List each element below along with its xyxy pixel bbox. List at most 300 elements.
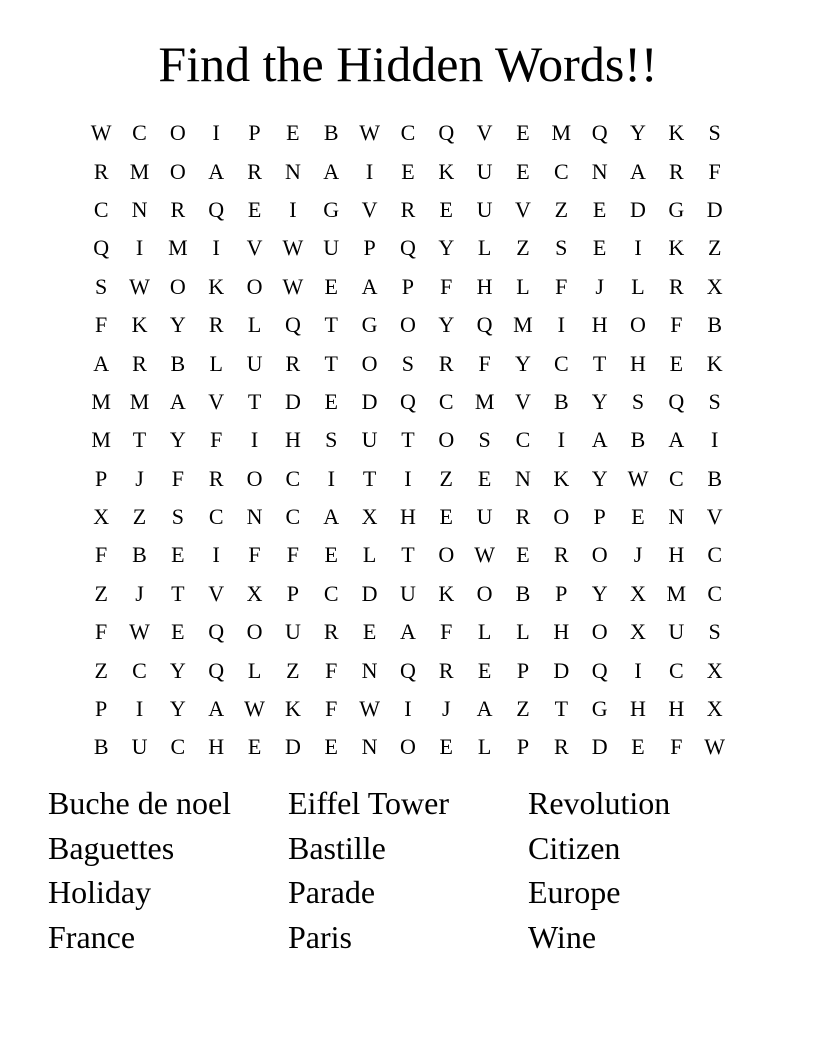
grid-letter: H [668, 696, 685, 722]
grid-letter: C [170, 734, 186, 760]
grid-letter: U [246, 350, 263, 376]
word-list-item: Parade [288, 874, 376, 911]
grid-letter: E [439, 734, 453, 760]
grid-letter: I [404, 465, 412, 491]
grid-letter: W [359, 696, 380, 722]
grid-letter: C [707, 542, 723, 568]
grid-letter: T [362, 465, 377, 491]
grid-letter: O [246, 619, 263, 645]
word-list [48, 781, 768, 960]
grid-letter: F [286, 542, 300, 568]
grid-letter: D [361, 580, 378, 606]
grid-letter: X [630, 619, 646, 645]
grid-letter: S [708, 388, 721, 414]
grid-letter: U [476, 158, 493, 184]
grid-letter: A [591, 427, 608, 453]
grid-letter: O [591, 542, 608, 568]
grid-letter: E [669, 350, 684, 376]
grid-letter: O [169, 273, 186, 299]
word-list-item: Holiday [48, 874, 152, 911]
grid-letter: A [476, 696, 493, 722]
grid-letter: F [478, 350, 491, 376]
grid-letter: Q [668, 388, 685, 414]
grid-letter: D [284, 734, 301, 760]
grid-letter: A [399, 619, 416, 645]
grid-letter: O [438, 542, 455, 568]
grid-letter: K [668, 120, 685, 146]
grid-letter: R [208, 312, 224, 338]
word-list-item: Revolution [528, 785, 671, 821]
grid-letter: X [361, 504, 378, 530]
grid-letter: R [170, 196, 186, 222]
grid-letter: T [401, 542, 415, 568]
grid-letter: I [135, 696, 144, 722]
grid-letter: P [593, 504, 606, 530]
grid-letter: M [129, 388, 150, 414]
grid-letter: T [171, 580, 185, 606]
grid-letter: H [208, 734, 225, 760]
grid-letter: E [247, 196, 262, 222]
grid-letter: O [630, 312, 646, 338]
grid-letter: J [595, 273, 604, 299]
grid-letter: I [557, 427, 565, 453]
grid-letter: I [404, 696, 412, 722]
grid-letter: S [708, 619, 721, 645]
grid-letter: Q [399, 657, 416, 683]
grid-letter: G [668, 196, 685, 222]
grid-letter: Y [169, 427, 186, 453]
grid-letter: U [284, 619, 301, 645]
grid-letter: W [359, 120, 380, 146]
grid-letter: J [135, 465, 144, 491]
grid-letter: M [91, 427, 111, 453]
grid-letter: U [399, 580, 416, 606]
grid-letter: N [361, 657, 378, 683]
grid-letter: I [212, 120, 220, 146]
grid-letter: K [553, 465, 570, 491]
grid-letter: H [630, 350, 646, 376]
grid-letter: N [246, 504, 263, 530]
grid-letter: Z [286, 657, 300, 683]
grid-letter: S [478, 427, 491, 453]
grid-letter: B [553, 388, 569, 414]
grid-letter: Q [208, 196, 225, 222]
grid-letter: E [439, 196, 453, 222]
grid-letter: Z [707, 235, 722, 261]
grid-letter: N [361, 734, 378, 760]
word-list-item: Wine [528, 919, 597, 956]
grid-letter: T [132, 427, 147, 453]
grid-letter: D [553, 657, 570, 683]
grid-letter: Q [399, 388, 416, 414]
grid-letter: F [95, 312, 108, 338]
grid-letter: O [246, 465, 263, 491]
grid-letter: D [706, 196, 723, 222]
grid-letter: M [666, 580, 687, 606]
grid-letter: C [400, 120, 416, 146]
grid-letter: E [439, 504, 453, 530]
grid-letter: N [515, 465, 531, 491]
grid-letter: O [476, 580, 493, 606]
grid-letter: T [324, 312, 338, 338]
grid-letter: Z [94, 580, 108, 606]
grid-letter: K [438, 580, 455, 606]
grid-letter: W [282, 273, 304, 299]
grid-letter: V [208, 580, 225, 606]
grid-letter: X [706, 273, 723, 299]
grid-letter: F [670, 734, 683, 760]
grid-letter: M [551, 120, 572, 146]
grid-letter: U [476, 504, 493, 530]
grid-letter: V [246, 235, 263, 261]
grid-letter: R [438, 350, 454, 376]
grid-letter: I [212, 235, 220, 261]
grid-letter: N [131, 196, 148, 222]
grid-letter: C [438, 388, 454, 414]
grid-letter: R [668, 273, 684, 299]
grid-letter: A [630, 158, 646, 184]
grid-letter: Y [438, 235, 455, 261]
grid-letter: E [592, 235, 607, 261]
grid-letter: E [477, 657, 492, 683]
grid-letter: J [441, 696, 451, 722]
grid-letter: L [516, 619, 530, 645]
grid-letter: L [362, 542, 377, 568]
grid-letter: V [361, 196, 378, 222]
grid-letter: F [248, 542, 261, 568]
grid-letter: V [208, 388, 225, 414]
grid-letter: E [516, 542, 530, 568]
grid-letter: V [515, 388, 531, 414]
grid-letter: C [668, 465, 684, 491]
grid-letter: C [553, 350, 569, 376]
grid-letter: N [591, 158, 608, 184]
grid-letter: H [284, 427, 301, 453]
grid-letter: R [132, 350, 147, 376]
grid-letter: R [668, 158, 684, 184]
grid-letter: B [132, 542, 147, 568]
grid-letter: C [285, 465, 301, 491]
grid-letter: C [132, 657, 147, 683]
grid-letter: F [440, 619, 453, 645]
grid-letter: L [631, 273, 645, 299]
grid-letter: C [208, 504, 224, 530]
grid-letter: F [440, 273, 453, 299]
grid-letter: I [135, 235, 144, 261]
grid-letter: P [248, 120, 261, 146]
grid-letter: A [93, 350, 110, 376]
grid-letter: H [476, 273, 493, 299]
grid-letter: M [91, 388, 111, 414]
grid-letter: W [129, 273, 150, 299]
grid-letter: A [208, 158, 225, 184]
grid-letter: M [474, 388, 495, 414]
grid-letter: F [95, 542, 108, 568]
word-list-item: Eiffel Tower [288, 785, 449, 821]
grid-letter: X [93, 504, 110, 530]
grid-letter: A [323, 158, 340, 184]
grid-letter: Q [591, 120, 608, 146]
grid-letter: P [95, 696, 108, 722]
grid-letter: Y [630, 120, 646, 146]
grid-letter: U [361, 427, 378, 453]
grid-letter: E [516, 120, 530, 146]
grid-letter: K [284, 696, 301, 722]
grid-letter: C [323, 580, 339, 606]
grid-letter: M [168, 235, 188, 261]
word-list-item: Bastille [288, 829, 386, 866]
grid-letter: S [401, 350, 415, 376]
grid-letter: L [477, 734, 492, 760]
grid-letter: U [323, 235, 340, 261]
grid-letter: W [90, 120, 112, 146]
grid-letter: S [325, 427, 338, 453]
grid-letter: Q [476, 312, 493, 338]
grid-letter: J [633, 542, 643, 568]
grid-letter: E [362, 619, 377, 645]
grid-letter: D [591, 734, 608, 760]
grid-letter: Q [208, 657, 225, 683]
grid-letter: G [361, 312, 378, 338]
grid-letter: T [247, 388, 262, 414]
grid-letter: X [706, 696, 723, 722]
grid-letter: S [555, 235, 568, 261]
grid-letter: U [131, 734, 148, 760]
grid-letter: T [554, 696, 569, 722]
grid-letter: H [630, 696, 646, 722]
grid-letter: E [247, 734, 262, 760]
word-list-item: Paris [288, 919, 352, 956]
grid-letter: F [708, 158, 721, 184]
grid-letter: O [169, 158, 186, 184]
grid-letter: Q [591, 657, 608, 683]
grid-letter: P [286, 580, 300, 606]
grid-letter: C [132, 120, 147, 146]
grid-letter: O [553, 504, 570, 530]
grid-letter: D [630, 196, 646, 222]
grid-letter: F [95, 619, 108, 645]
word-list-item: Europe [528, 874, 621, 911]
grid-letter: Y [515, 350, 531, 376]
grid-letter: P [95, 465, 108, 491]
grid-letter: F [555, 273, 568, 299]
grid-letter: P [401, 273, 415, 299]
grid-letter: M [513, 312, 533, 338]
grid-letter: B [707, 465, 723, 491]
grid-letter: I [250, 427, 259, 453]
grid-letter: C [515, 427, 531, 453]
grid-letter: R [208, 465, 224, 491]
grid-letter: G [591, 696, 608, 722]
grid-letter: Y [169, 657, 186, 683]
grid-letter: O [361, 350, 378, 376]
grid-letter: O [399, 312, 416, 338]
grid-letter: K [706, 350, 723, 376]
grid-letter: N [668, 504, 685, 530]
grid-letter: K [668, 235, 685, 261]
grid-letter: E [401, 158, 415, 184]
grid-letter: W [474, 542, 495, 568]
grid-letter: F [325, 657, 338, 683]
grid-letter: R [438, 657, 454, 683]
grid-letter: I [634, 657, 642, 683]
grid-letter: I [634, 235, 642, 261]
grid-letter: Q [438, 120, 455, 146]
grid-letter: T [401, 427, 415, 453]
grid-letter: Y [169, 312, 186, 338]
grid-letter: U [668, 619, 685, 645]
grid-letter: T [592, 350, 607, 376]
grid-letter: R [515, 504, 531, 530]
grid-letter: D [361, 388, 378, 414]
grid-letter: I [365, 158, 374, 184]
grid-letter: B [93, 734, 109, 760]
grid-letter: L [247, 657, 262, 683]
grid-letter: Y [591, 388, 608, 414]
grid-letter: Q [208, 619, 225, 645]
grid-letter: J [135, 580, 144, 606]
grid-letter: O [246, 273, 263, 299]
grid-letter: B [630, 427, 646, 453]
grid-letter: H [591, 312, 608, 338]
grid-letter: P [363, 235, 376, 261]
grid-letter: P [516, 734, 530, 760]
word-list-item: Buche de noel [48, 785, 232, 821]
grid-letter: I [327, 465, 335, 491]
grid-letter: N [284, 158, 301, 184]
grid-letter: A [323, 504, 340, 530]
grid-letter: E [631, 504, 645, 530]
grid-letter: K [438, 158, 455, 184]
grid-letter: Z [94, 657, 108, 683]
grid-letter: E [324, 273, 338, 299]
grid-letter: V [476, 120, 493, 146]
grid-letter: R [553, 734, 569, 760]
grid-letter: E [631, 734, 645, 760]
grid-letter: A [668, 427, 685, 453]
grid-letter: L [209, 350, 223, 376]
grid-letter: R [553, 542, 569, 568]
grid-letter: L [247, 312, 262, 338]
grid-letter: O [591, 619, 608, 645]
grid-letter: X [630, 580, 646, 606]
grid-letter: Q [93, 235, 110, 261]
grid-letter: S [95, 273, 108, 299]
grid-letter: X [246, 580, 263, 606]
grid-letter: R [400, 196, 416, 222]
grid-letter: Q [399, 235, 416, 261]
grid-letter: Z [554, 196, 569, 222]
grid-letter: P [555, 580, 568, 606]
grid-letter: C [285, 504, 301, 530]
grid-letter: W [282, 235, 304, 261]
grid-letter: U [476, 196, 493, 222]
grid-letter: E [477, 465, 492, 491]
grid-letter: S [708, 120, 721, 146]
grid-letter: I [557, 312, 565, 338]
grid-letter: L [516, 273, 530, 299]
grid-letter: K [131, 312, 148, 338]
grid-letter: F [210, 427, 223, 453]
word-list-item: Citizen [528, 829, 621, 866]
grid-letter: E [592, 196, 607, 222]
grid-letter: H [553, 619, 570, 645]
grid-letter: X [706, 657, 723, 683]
grid-letter: R [323, 619, 339, 645]
grid-letter: H [399, 504, 416, 530]
grid-letter: C [93, 196, 109, 222]
grid-letter: C [553, 158, 569, 184]
grid-letter: B [323, 120, 339, 146]
grid-letter: K [208, 273, 225, 299]
grid-letter: I [289, 196, 297, 222]
grid-letter: Q [284, 312, 301, 338]
grid-letter: L [477, 235, 492, 261]
grid-letter: I [212, 542, 220, 568]
grid-letter: L [477, 619, 492, 645]
grid-letter: Y [591, 580, 608, 606]
grid-letter: Z [516, 235, 530, 261]
grid-letter: R [93, 158, 109, 184]
grid-letter: R [247, 158, 262, 184]
grid-letter: P [516, 657, 530, 683]
letter-grid [82, 114, 734, 767]
grid-letter: T [324, 350, 338, 376]
grid-letter: W [129, 619, 150, 645]
grid-letter: F [325, 696, 338, 722]
grid-letter: A [169, 388, 186, 414]
grid-letter: C [668, 657, 684, 683]
grid-letter: B [707, 312, 723, 338]
grid-letter: E [324, 734, 338, 760]
grid-letter: R [285, 350, 301, 376]
grid-letter: E [171, 619, 185, 645]
grid-letter: W [627, 465, 649, 491]
grid-letter: B [170, 350, 186, 376]
grid-letter: W [704, 734, 726, 760]
grid-letter: E [324, 542, 338, 568]
grid-letter: Y [169, 696, 186, 722]
grid-letter: H [668, 542, 685, 568]
word-list-item: Baguettes [48, 829, 175, 866]
grid-letter: S [171, 504, 184, 530]
grid-letter: F [670, 312, 683, 338]
grid-letter: A [208, 696, 225, 722]
grid-letter: M [129, 158, 150, 184]
grid-letter: O [399, 734, 416, 760]
grid-letter: E [324, 388, 338, 414]
grid-letter: Y [438, 312, 455, 338]
grid-letter: W [244, 696, 265, 722]
grid-letter: E [516, 158, 530, 184]
grid-letter: Z [132, 504, 147, 530]
page-title: Find the Hidden Words!! [158, 36, 658, 92]
grid-letter: C [707, 580, 723, 606]
grid-letter: G [323, 196, 340, 222]
grid-letter: A [361, 273, 378, 299]
grid-letter: O [169, 120, 186, 146]
grid-letter: F [171, 465, 184, 491]
grid-letter: D [284, 388, 301, 414]
grid-letter: I [711, 427, 719, 453]
grid-letter: V [515, 196, 531, 222]
word-list-item: France [48, 919, 136, 956]
grid-letter: Z [439, 465, 453, 491]
grid-letter: B [515, 580, 531, 606]
grid-letter: E [286, 120, 300, 146]
grid-letter: Z [516, 696, 530, 722]
grid-letter: Y [591, 465, 608, 491]
